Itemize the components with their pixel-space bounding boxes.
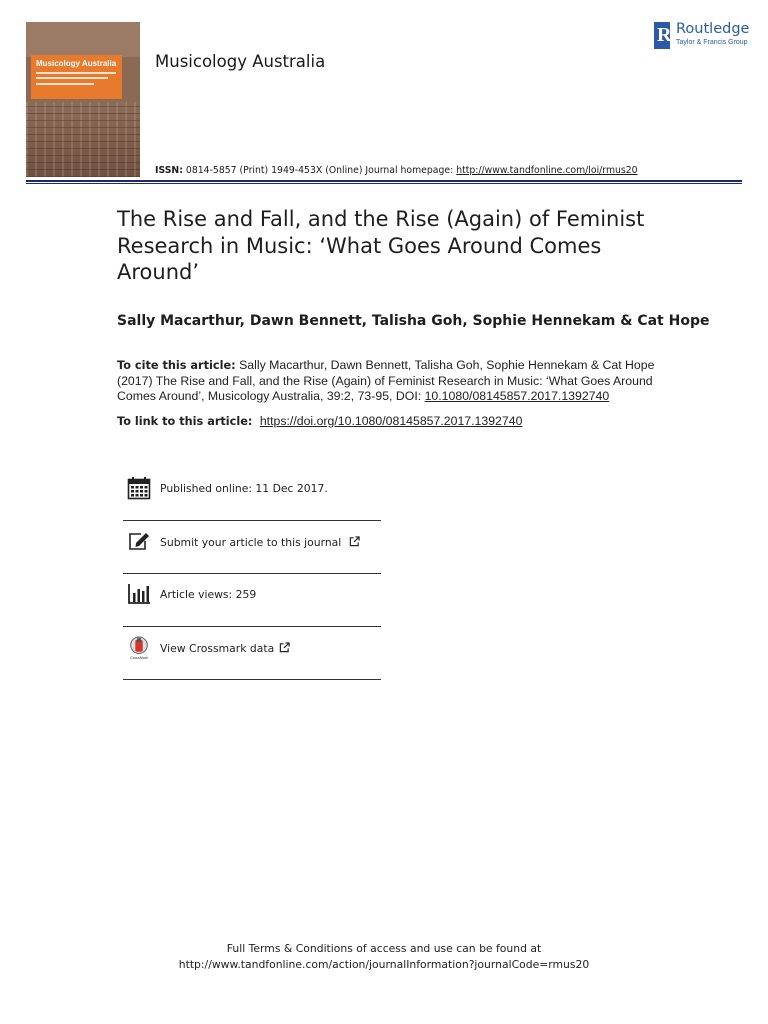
submit-article-link[interactable]: [160, 536, 360, 549]
issn-label: ISSN:: [155, 165, 183, 176]
journal-homepage-link[interactable]: http://www.tandfonline.com/loi/rmus20: [456, 165, 638, 176]
views-row: [123, 582, 381, 626]
info-divider: [123, 520, 381, 521]
article-title: The Rise and Fall, and the Rise (Again) of Feminist Research in Music: ‘What Goes Around Comes Around’: [117, 207, 645, 284]
terms-line: Full Terms & Conditions of access and use can be found at: [226, 942, 542, 955]
cite-doi-link[interactable]: 10.1080/08145857.2017.1392740: [424, 389, 610, 403]
terms-footer: [0, 941, 768, 972]
bar-chart-icon: [127, 582, 151, 606]
link-label: To link to this article:: [117, 415, 253, 428]
crossmark-link[interactable]: [160, 642, 290, 655]
routledge-mark-icon: R: [654, 22, 670, 49]
external-link-icon: [349, 536, 360, 547]
crossmark-icon: [127, 636, 151, 660]
routledge-logo: [654, 21, 750, 51]
issn-line: [155, 165, 638, 176]
cover-title: Musicology Australia: [36, 59, 117, 68]
info-divider: [123, 679, 381, 680]
publisher-subtitle: Taylor & Francis Group: [676, 39, 748, 46]
svg-text:CrossMark: CrossMark: [130, 656, 148, 660]
calendar-icon: [127, 476, 151, 500]
cover-title-band: [31, 55, 122, 99]
article-link-line: [117, 414, 522, 428]
published-row: [123, 476, 381, 520]
publisher-name: Routledge: [676, 21, 750, 37]
external-link-icon: [279, 642, 290, 653]
cite-text: Sally Macarthur, Dawn Bennett, Talisha Goh, Sophie Hennekam & Cat Hope (2017) The Rise and Fall, and the Rise (Again) of Feminist Research in Music: ‘What Goes Around Comes Around’, Musicology Australia, 39:2, 73-95, DOI:: [117, 358, 655, 403]
submit-row[interactable]: [123, 530, 381, 574]
journal-name: Musicology Australia: [155, 52, 326, 71]
info-divider: [123, 626, 381, 627]
journal-cover-image: [26, 22, 140, 177]
article-doi-link[interactable]: https://doi.org/10.1080/08145857.2017.1392740: [259, 414, 523, 428]
submit-label: Submit your article to this journal: [160, 536, 342, 549]
issn-text: 0814-5857 (Print) 1949-453X (Online) Journal homepage:: [185, 165, 454, 176]
info-divider: [123, 573, 381, 574]
header-divider: [26, 180, 742, 182]
published-date: Published online: 11 Dec 2017.: [160, 482, 328, 495]
crossmark-row[interactable]: [123, 636, 381, 680]
crossmark-label: View Crossmark data: [160, 642, 275, 655]
terms-url[interactable]: http://www.tandfonline.com/action/journalInformation?journalCode=rmus20: [178, 957, 590, 971]
cite-label: To cite this article:: [117, 359, 236, 372]
header-divider-thin: [26, 183, 742, 184]
edit-icon: [127, 530, 151, 554]
citation-block: [117, 358, 657, 405]
article-authors: Sally Macarthur, Dawn Bennett, Talisha Goh, Sophie Hennekam & Cat Hope: [117, 313, 710, 329]
article-views: Article views: 259: [160, 588, 257, 601]
